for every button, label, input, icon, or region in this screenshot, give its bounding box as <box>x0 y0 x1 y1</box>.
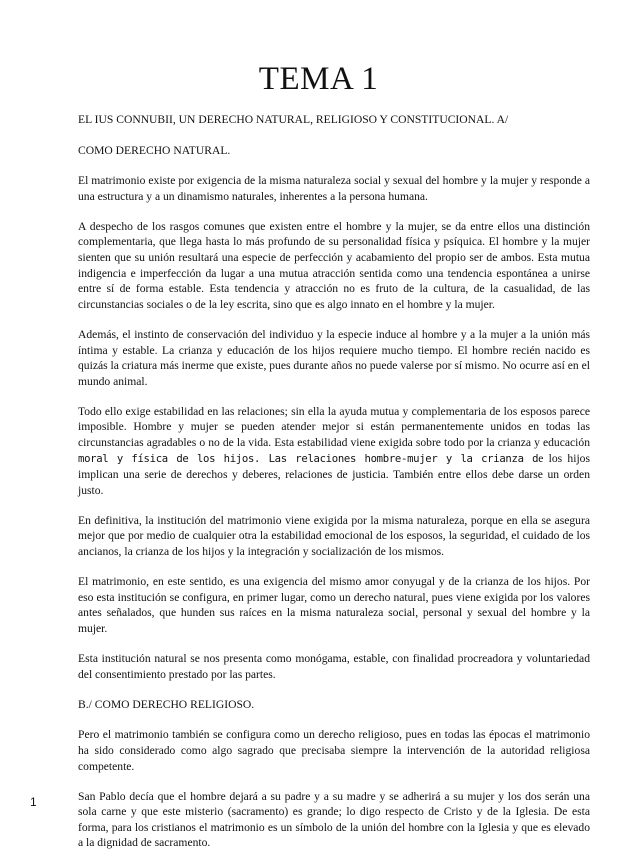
paragraph-4-handwritten-style-text: moral y física de los hijos. Las relaciones hombre-mujer y la crianza d <box>78 452 539 465</box>
paragraph-4 <box>78 404 590 499</box>
document-body <box>78 112 590 865</box>
paragraph-8: Pero el matrimonio también se configura como un derecho religioso, pues en todas las épocas el matrimonio ha sido considerado como algo sagrado que precisaba siempre la intervención de la autoridad religiosa competente. <box>78 728 590 773</box>
paragraph-4-start: Todo ello exige estabilidad en las relaciones; sin ella la ayuda mutua y complementaria de los esposos parece imposible. Hombre y mujer se pueden atender mejor si están permanentemente unidos en todas las circunstancias agradables o no de la vida. Esta estabilidad viene exigida sobre todo por la crianza y educación <box>78 404 590 449</box>
section-b-heading: B./ COMO DERECHO RELIGIOSO. <box>78 697 255 711</box>
document-heading: EL IUS CONNUBII, UN DERECHO NATURAL, RELIGIOSO Y CONSTITUCIONAL. A/ <box>78 113 509 126</box>
paragraph-4-end: e los hijos implican una serie de derechos y deberes, relaciones de justicia. También entre ellos debe darse un orden justo. <box>78 451 590 497</box>
paragraph-3: Además, el instinto de conservación del individuo y la especie induce al hombre y a la mujer a la unión más íntima y estable. La crianza y educación de los hijos requiere mucho tiempo. El hombre recién nacido es quizás la criatura más inerme que existe, pues durante años no puede valerse por sí mismo. No ocurre así en el mundo animal. <box>78 327 590 388</box>
paragraph-9: San Pablo decía que el hombre dejará a su padre y a su madre y se adherirá a su mujer y los dos serán una sola carne y que este misterio (sacramento) es grande; lo digo respecto de Cristo y de la Iglesia. De esta forma, para los cristianos el matrimonio es un símbolo de la unión del hombre con la Iglesia y que es elevado a la dignidad de sacramento. <box>78 789 590 850</box>
paragraph-5: En definitiva, la institución del matrimonio viene exigida por la misma naturaleza, porque en ella se asegura mejor que por medio de cualquier otra la estabilidad emocional de los esposos, la seguridad, el cuidado de los ancianos, la crianza de los hijos y la integración y socialización de los mismos. <box>78 513 590 559</box>
page-title: TEMA 1 <box>258 61 379 97</box>
paragraph-1: El matrimonio existe por exigencia de la misma naturaleza social y sexual del hombre y la mujer y responde a una estructura y a un dinamismo naturales, inherentes a la persona humana. <box>78 174 590 203</box>
section-a-heading: COMO DERECHO NATURAL. <box>78 143 231 157</box>
paragraph-7: Esta institución natural se nos presenta como monógama, estable, con finalidad procreadora y voluntariedad del consentimiento prestado por las partes. <box>78 652 590 681</box>
paragraph-2: A despecho de los rasgos comunes que existen entre el hombre y la mujer, se da entre ellos una distinción complementaria, que llega hasta lo más profundo de su personalidad física y psíquica. El hombre y la mujer sienten que su unión resultará una especie de perfección y acabamiento del propio ser de ambos. Esta mutua indigencia e imperfección da lugar a una mutua atracción sentida como una tendencia espontánea a unirse entre sí de forma estable. Esta tendencia y atracción no es fruto de la cultura, de la casualidad, de las circunstancias sociales o de la ley escrita, sino que es algo innato en el hombre y la mujer. <box>78 219 590 311</box>
paragraph-6: El matrimonio, en este sentido, es una exigencia del mismo amor conyugal y de la crianza de los hijos. Por eso esta institución se configura, en primer lugar, como un derecho natural, pues viene exigida por los valores antes señalados, que hunden sus raíces en la misma naturaleza social, personal y sexual del hombre y la mujer. <box>78 575 590 635</box>
page-number: 1 <box>30 795 37 809</box>
